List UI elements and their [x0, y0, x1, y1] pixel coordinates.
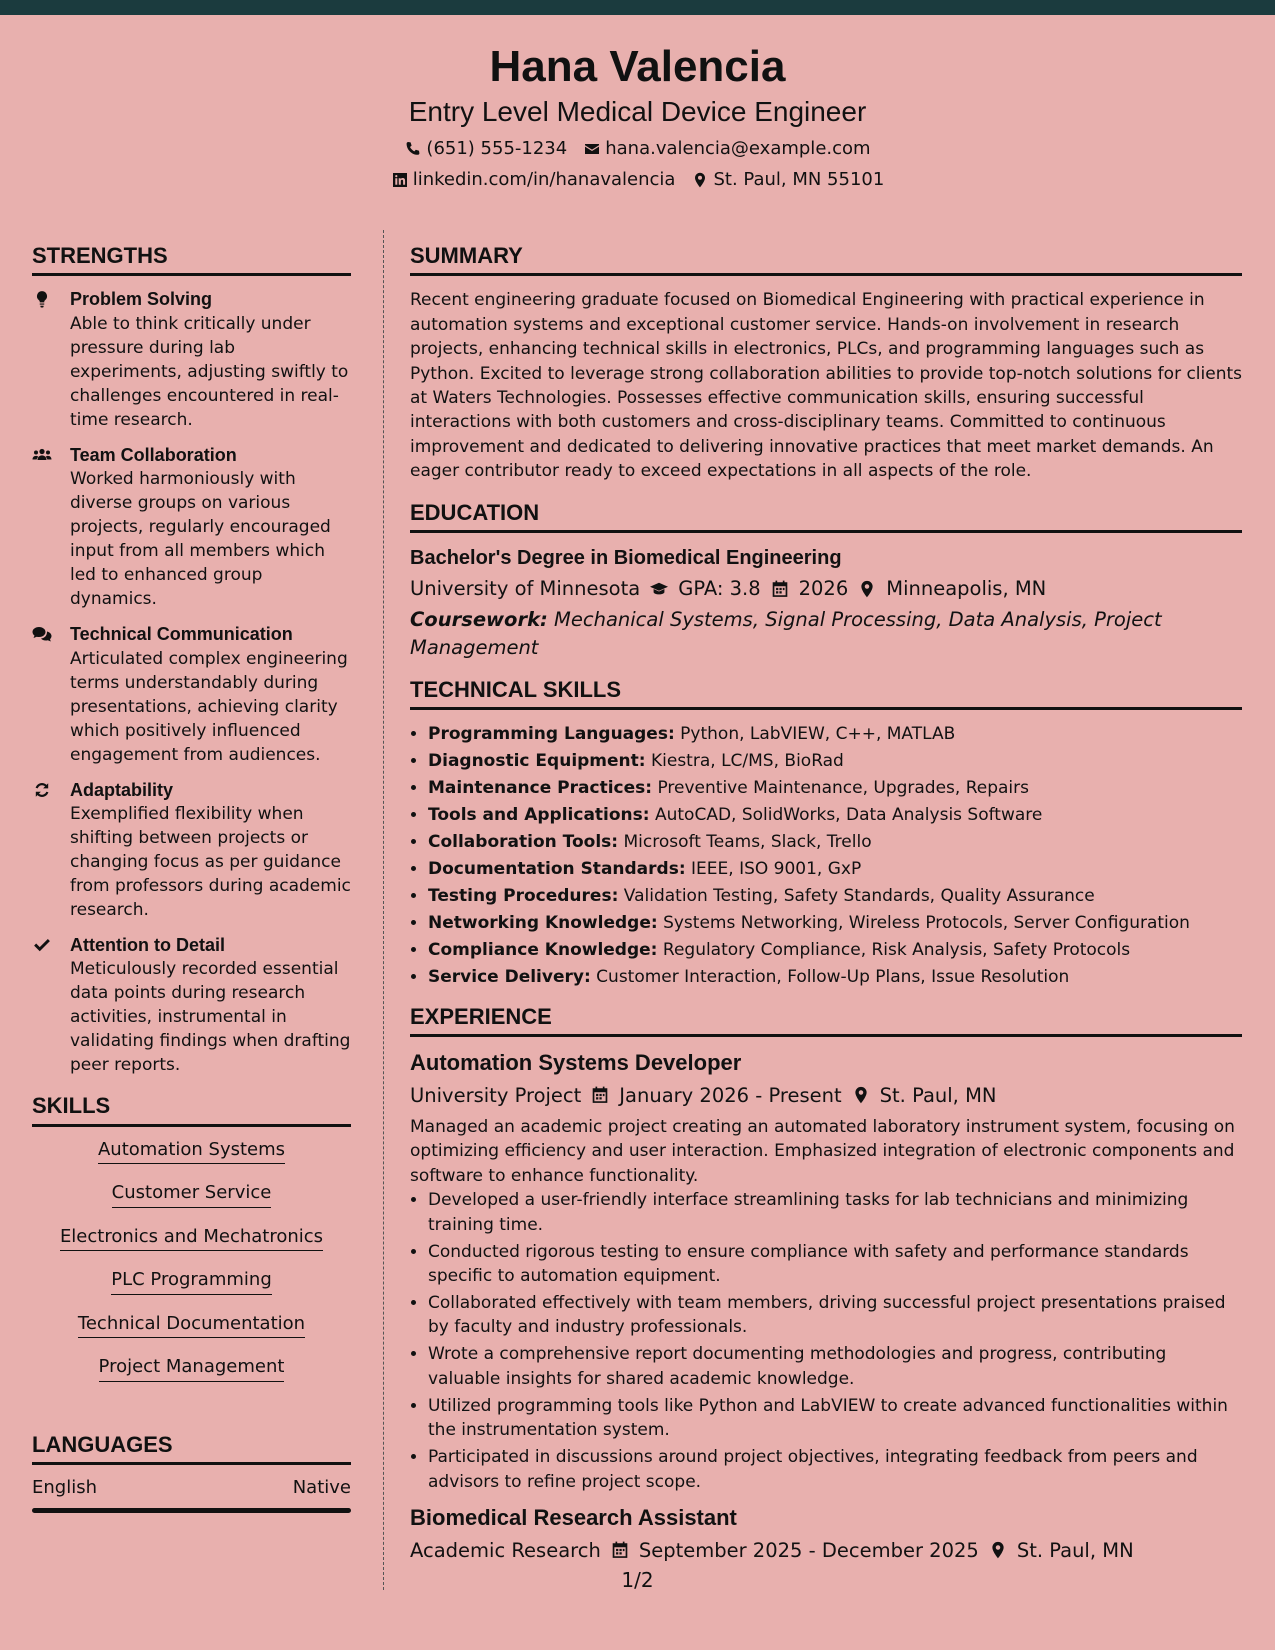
skill-label: Networking Knowledge: [428, 913, 658, 934]
strength-description: Meticulously recorded essential data points during research activities, instrumental in validating findings when drafting peer reports. [70, 959, 351, 1076]
linkedin-icon [391, 171, 409, 189]
skill-value: Validation Testing, Safety Standards, Quality Assurance [623, 886, 1095, 907]
skills-heading: SKILLS [32, 1093, 351, 1126]
sync-icon [32, 779, 56, 922]
job-bullets [410, 1188, 1242, 1494]
strength-description: Articulated complex engineering terms understandably during presentations, achieving clarity which positively influenced engagement from audiences. [70, 648, 348, 765]
list-item: • Wrote a comprehensive report documenting methodologies and progress, contributing valuable insights for shared academic knowledge. [428, 1342, 1242, 1391]
job-entry [410, 1049, 1242, 1494]
skill-label: Testing Procedures: [428, 886, 619, 907]
phone-number[interactable]: (651) 555-1234 [426, 137, 568, 159]
map-pin-icon [691, 171, 709, 189]
candidate-title: Entry Level Medical Device Engineer [408, 96, 867, 128]
check-icon [32, 934, 56, 1077]
list-item [428, 830, 1242, 854]
skill-value: Customer Interaction, Follow-Up Plans, Issue Resolution [596, 967, 1070, 988]
list-item: • Collaborated effectively with team members, driving successful project presentations praised by faculty and industry professionals. [428, 1291, 1242, 1340]
envelope-icon [583, 140, 601, 158]
skill-value: Python, LabVIEW, C++, MATLAB [680, 724, 956, 745]
phone-item [404, 137, 567, 160]
education-heading: EDUCATION [410, 500, 1242, 533]
contact-row-1 [0, 137, 1275, 160]
linkedin-item [391, 168, 676, 191]
strength-item [32, 623, 351, 766]
school-location: Minneapolis, MN [886, 577, 1047, 601]
strength-item [32, 288, 351, 431]
list-item [428, 803, 1242, 827]
email-item [583, 137, 870, 160]
strength-name: Problem Solving [70, 289, 213, 310]
list-item [428, 749, 1242, 773]
location-text: St. Paul, MN 55101 [713, 169, 885, 191]
right-column [410, 243, 1242, 1564]
list-item [428, 722, 1242, 746]
job-location: St. Paul, MN [1016, 1538, 1134, 1562]
skill-label: Tools and Applications: [428, 805, 650, 826]
contact-row-2 [0, 168, 1275, 191]
technical-skills-list [410, 722, 1242, 989]
map-pin-icon [852, 1086, 870, 1104]
strength-description: Worked harmoniously with diverse groups on various projects, regularly encouraged input from all members which led to enhanced group dynamics. [70, 469, 331, 610]
job-dates: September 2025 - December 2025 [638, 1538, 979, 1562]
skill-label: Programming Languages: [428, 724, 675, 745]
languages-heading: LANGUAGES [32, 1432, 351, 1465]
strength-name: Attention to Detail [70, 934, 225, 955]
school-name: University of Minnesota [410, 577, 641, 601]
graduation-cap-icon [650, 580, 668, 598]
job-organization: University Project [410, 1083, 582, 1107]
job-location: St. Paul, MN [879, 1083, 997, 1107]
skill-value: IEEE, ISO 9001, GxP [691, 859, 862, 880]
list-item [428, 857, 1242, 881]
strength-item [32, 444, 351, 611]
strength-name: Technical Communication [70, 624, 293, 645]
job-description: Managed an academic project creating an automated laboratory instrument system, focusing on optimizing efficiency and user interaction. Emphasized integration of electronic components and software to enhance functionality. [410, 1117, 1235, 1186]
degree-title: Bachelor's Degree in Biomedical Engineering [410, 547, 842, 570]
top-color-bar [0, 0, 1275, 15]
skill-tag: Automation Systems [98, 1139, 285, 1165]
language-level-bar [32, 1508, 351, 1513]
left-column [32, 243, 351, 1513]
strength-item [32, 779, 351, 922]
coursework-line [410, 606, 1242, 661]
strength-name: Team Collaboration [70, 444, 237, 465]
strength-description: Able to think critically under pressure during lab experiments, adjusting swiftly to challenges encountered in real-time research. [70, 313, 349, 430]
list-item [428, 938, 1242, 962]
job-title: Automation Systems Developer [410, 1050, 742, 1076]
skill-tag: Electronics and Mechatronics [60, 1226, 323, 1252]
calendar-icon [771, 580, 789, 598]
list-item: • Developed a user-friendly interface streamlining tasks for lab technicians and minimizing training time. [428, 1188, 1242, 1237]
list-item: • Participated in discussions around project objectives, integrating feedback from peers and advisors to refine project scope. [428, 1445, 1242, 1494]
skill-label: Compliance Knowledge: [428, 940, 658, 961]
list-item [428, 965, 1242, 989]
list-item [428, 884, 1242, 908]
job-meta [410, 1537, 1242, 1564]
skill-label: Maintenance Practices: [428, 778, 653, 799]
skill-value: Kiestra, LC/MS, BioRad [651, 751, 844, 772]
coursework-label: Coursework: [410, 608, 548, 632]
skill-value: Systems Networking, Wireless Protocols, Server Configuration [663, 913, 1190, 934]
list-item: • Conducted rigorous testing to ensure compliance with safety and performance standards specific to automation equipment. [428, 1240, 1242, 1289]
language-row [32, 1477, 351, 1498]
job-dates: January 2026 - Present [619, 1083, 842, 1107]
skill-tag: Project Management [99, 1356, 285, 1382]
skill-value: AutoCAD, SolidWorks, Data Analysis Software [654, 805, 1043, 826]
language-name: English [32, 1477, 97, 1499]
summary-heading: SUMMARY [410, 243, 1242, 276]
skill-tag: PLC Programming [111, 1269, 272, 1295]
strength-item [32, 934, 351, 1077]
education-meta [410, 575, 1242, 602]
list-item [428, 911, 1242, 935]
linkedin-url[interactable]: linkedin.com/in/hanavalencia [412, 169, 676, 191]
list-item: • Utilized programming tools like Python and LabVIEW to create advanced functionalities within the instrumentation system. [428, 1394, 1242, 1443]
location-item [691, 168, 884, 191]
resume-header [0, 15, 1275, 205]
experience-heading: EXPERIENCE [410, 1004, 1242, 1037]
summary-text: Recent engineering graduate focused on Biomedical Engineering with practical experience in automation systems and exceptional customer service. Hands-on involvement in research projects, enhancing technical skills in electronics, PLCs, and programming languages such as Python. Excited to leverage strong collaboration abilities to provide top-notch solutions for clients at Waters Technologies. Possesses effective communication skills, ensuring successful interactions with both customers and cross-disciplinary teams. Committed to continuous improvement and dedicated to delivering innovative practices that meet market demands. An eager contributor ready to exceed expectations in all aspects of the role. [410, 290, 1243, 482]
calendar-icon [591, 1086, 609, 1104]
skill-label: Documentation Standards: [428, 859, 686, 880]
comments-icon [32, 623, 56, 766]
skill-tag: Technical Documentation [78, 1313, 305, 1339]
lightbulb-icon [32, 288, 56, 431]
technical-skills-heading: TECHNICAL SKILLS [410, 677, 1242, 710]
strengths-heading: STRENGTHS [32, 243, 351, 276]
skills-list [32, 1139, 351, 1400]
graduation-year: 2026 [798, 577, 849, 601]
skill-label: Service Delivery: [428, 967, 591, 988]
candidate-name: Hana Valencia [489, 42, 786, 91]
job-meta [410, 1082, 1242, 1109]
page-number: 1/2 [621, 1568, 654, 1592]
skill-value: Microsoft Teams, Slack, Trello [623, 832, 872, 853]
job-entry [410, 1504, 1242, 1564]
skill-value: Preventive Maintenance, Upgrades, Repairs [657, 778, 1030, 799]
calendar-icon [611, 1541, 629, 1559]
job-title: Biomedical Research Assistant [410, 1505, 737, 1531]
list-item [428, 776, 1242, 800]
strength-name: Adaptability [70, 779, 174, 800]
email-address[interactable]: hana.valencia@example.com [605, 137, 871, 159]
language-level: Native [292, 1477, 351, 1499]
skill-label: Collaboration Tools: [428, 832, 619, 853]
phone-icon [404, 140, 422, 158]
job-organization: Academic Research [410, 1538, 601, 1562]
column-divider [383, 230, 384, 1590]
skill-label: Diagnostic Equipment: [428, 751, 646, 772]
coursework-list: Mechanical Systems, Signal Processing, Data Analysis, Project Management [410, 608, 1162, 659]
skill-tag: Customer Service [112, 1182, 272, 1208]
users-icon [32, 444, 56, 611]
gpa-text: GPA: 3.8 [678, 577, 761, 601]
map-pin-icon [858, 580, 876, 598]
skill-value: Regulatory Compliance, Risk Analysis, Safety Protocols [662, 940, 1131, 961]
strength-description: Exemplified flexibility when shifting between projects or changing focus as per guidance from professors during academic research. [70, 803, 351, 920]
map-pin-icon [989, 1541, 1007, 1559]
